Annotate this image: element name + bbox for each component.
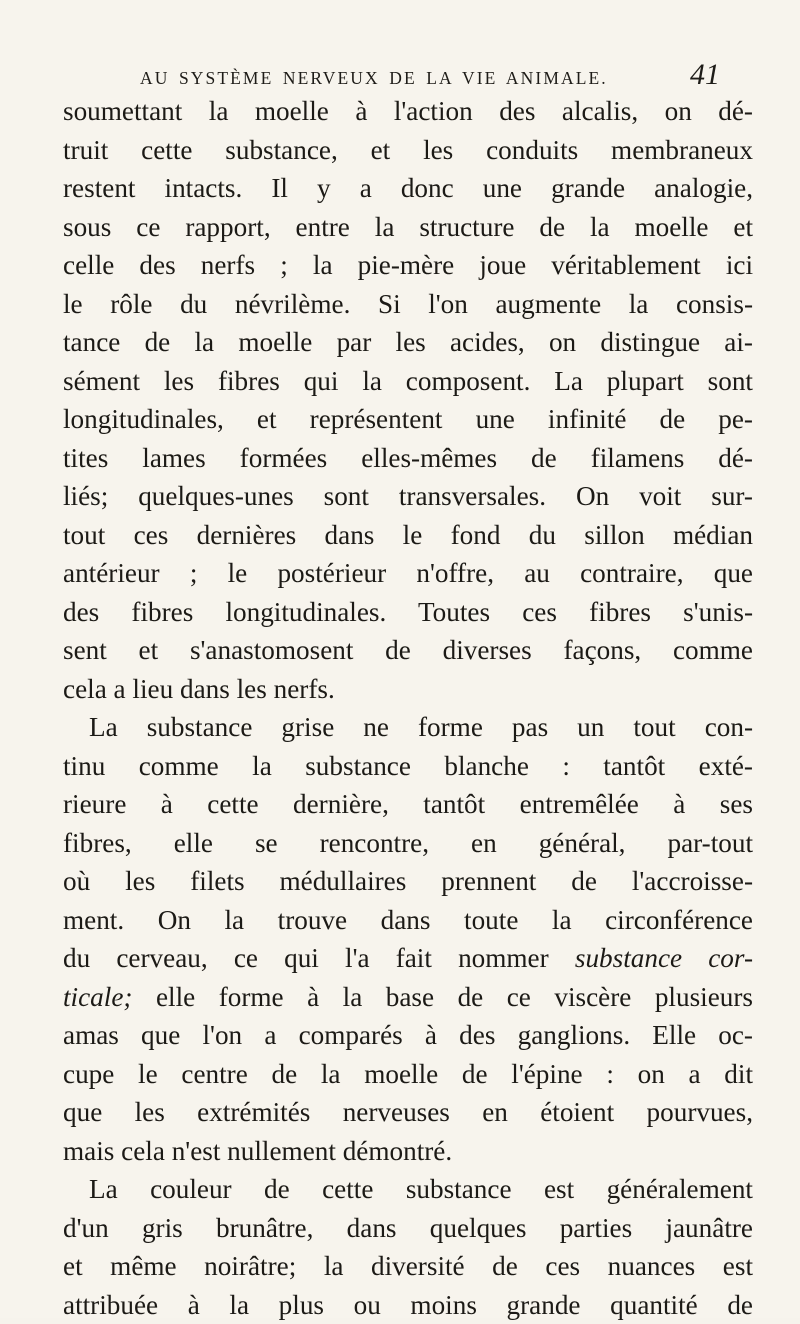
text-line: antérieur ; le postérieur n'offre, au contraire, que bbox=[63, 554, 753, 593]
text-line: cupe le centre de la moelle de l'épine : on a dit bbox=[63, 1055, 753, 1094]
text-line: tinu comme la substance blanche : tantôt exté- bbox=[63, 747, 753, 786]
text-line: que les extrémités nerveuses en étoient pourvues, bbox=[63, 1093, 753, 1132]
text-line: truit cette substance, et les conduits membraneux bbox=[63, 131, 753, 170]
text-line: tance de la moelle par les acides, on distingue ai- bbox=[63, 323, 753, 362]
italic-term: ticale; bbox=[63, 982, 132, 1012]
text-line: liés; quelques-unes sont transversales. On voit sur- bbox=[63, 477, 753, 516]
text-line: tout ces dernières dans le fond du sillon médian bbox=[63, 516, 753, 555]
text-segment: du cerveau, ce qui l'a fait nommer bbox=[63, 943, 549, 973]
body-text bbox=[63, 92, 753, 1324]
text-segment: elle forme à la base de ce viscère plusieurs bbox=[156, 982, 753, 1012]
text-line: sent et s'anastomosent de diverses façons, comme bbox=[63, 631, 753, 670]
text-line: cela a lieu dans les nerfs. bbox=[63, 670, 753, 709]
text-line: celle des nerfs ; la pie-mère joue véritablement ici bbox=[63, 246, 753, 285]
italic-term: substance cor- bbox=[575, 943, 753, 973]
text-line: ment. On la trouve dans toute la circonférence bbox=[63, 901, 753, 940]
page-number: 41 bbox=[690, 58, 720, 92]
text-line: sément les fibres qui la composent. La plupart sont bbox=[63, 362, 753, 401]
text-line: restent intacts. Il y a donc une grande analogie, bbox=[63, 169, 753, 208]
text-line-with-italic bbox=[63, 978, 753, 1017]
text-line: tites lames formées elles-mêmes de filamens dé- bbox=[63, 439, 753, 478]
text-line: soumettant la moelle à l'action des alcalis, on dé- bbox=[63, 92, 753, 131]
text-line-with-italic bbox=[63, 939, 753, 978]
text-line: La couleur de cette substance est généralement bbox=[63, 1170, 753, 1209]
text-line: d'un gris brunâtre, dans quelques parties jaunâtre bbox=[63, 1209, 753, 1248]
text-line: rieure à cette dernière, tantôt entremêlée à ses bbox=[63, 785, 753, 824]
text-line: où les filets médullaires prennent de l'accroisse- bbox=[63, 862, 753, 901]
text-line: des fibres longitudinales. Toutes ces fibres s'unis- bbox=[63, 593, 753, 632]
running-head: AU SYSTÈME NERVEUX DE LA VIE ANIMALE. bbox=[140, 68, 608, 89]
text-line: longitudinales, et représentent une infinité de pe- bbox=[63, 400, 753, 439]
text-line: attribuée à la plus ou moins grande quantité de bbox=[63, 1286, 753, 1324]
text-line: amas que l'on a comparés à des ganglions. Elle oc- bbox=[63, 1016, 753, 1055]
text-line: mais cela n'est nullement démontré. bbox=[63, 1132, 753, 1171]
text-line: fibres, elle se rencontre, en général, par-tout bbox=[63, 824, 753, 863]
text-line: et même noirâtre; la diversité de ces nuances est bbox=[63, 1247, 753, 1286]
text-line: La substance grise ne forme pas un tout con- bbox=[63, 708, 753, 747]
text-line: sous ce rapport, entre la structure de la moelle et bbox=[63, 208, 753, 247]
text-line: le rôle du névrilème. Si l'on augmente la consis- bbox=[63, 285, 753, 324]
